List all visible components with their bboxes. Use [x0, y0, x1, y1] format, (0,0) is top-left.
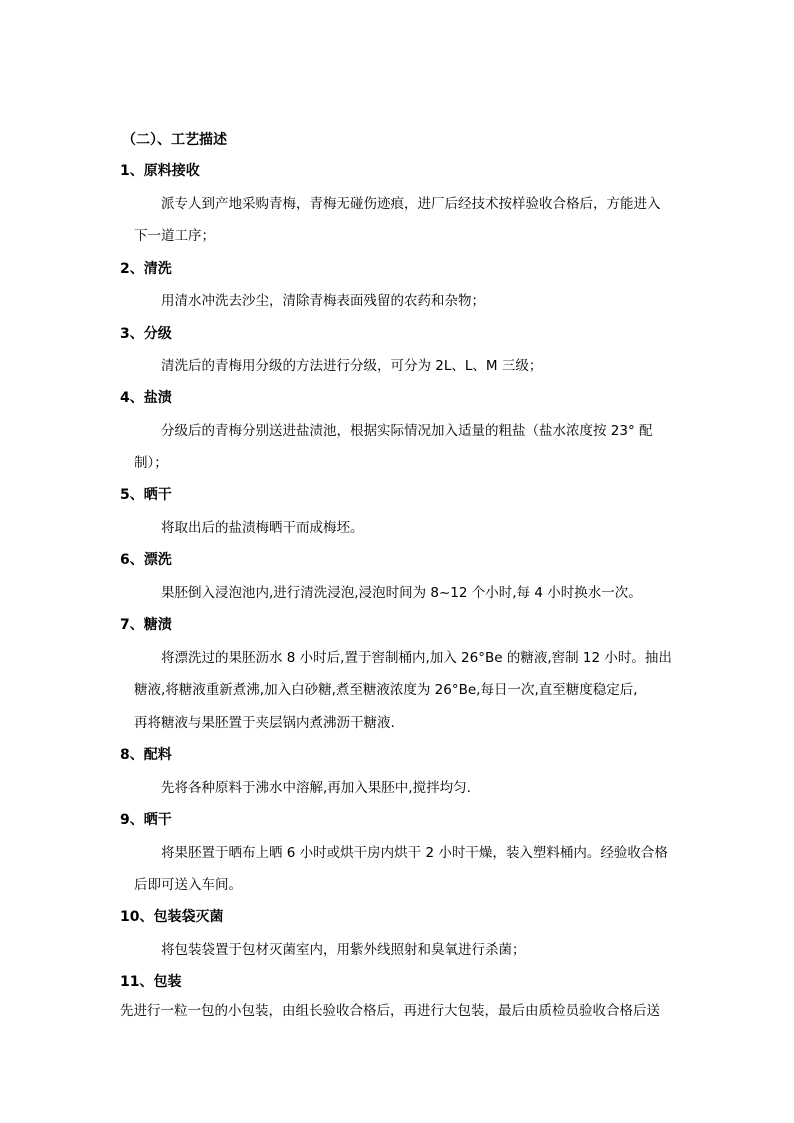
step-text: 下一道工序； — [134, 228, 215, 244]
step-heading: 2、清洗 — [120, 261, 172, 277]
step-heading: 3、分级 — [120, 326, 172, 342]
step-text: 后即可送入车间。 — [134, 877, 242, 893]
step-text: 清洗后的青梅用分级的方法进行分级，可分为 2L、L、M 三级； — [161, 358, 543, 374]
section-title: （二）、工艺描述 — [122, 132, 227, 148]
step-text: 将漂洗过的果胚沥水 8 小时后,置于窖制桶内,加入 26°Be 的糖液,窖制 12 小时。抽出 — [161, 650, 672, 666]
step-text: 分级后的青梅分别送进盐渍池，根据实际情况加入适量的粗盐（盐水浓度按 23° 配 — [161, 423, 653, 439]
step-heading: 11、包装 — [120, 974, 182, 990]
step-heading: 4、盐渍 — [120, 390, 172, 406]
step-heading: 10、包装袋灭菌 — [120, 909, 224, 925]
step-heading: 8、配料 — [120, 747, 172, 763]
step-text: 先将各种原料于沸水中溶解,再加入果胚中,搅拌均匀. — [161, 780, 471, 796]
step-heading: 9、晒干 — [120, 812, 172, 828]
step-text: 用清水冲洗去沙尘，清除青梅表面残留的农药和杂物； — [161, 293, 485, 309]
step-heading: 6、漂洗 — [120, 552, 172, 568]
step-text: 派专人到产地采购青梅，青梅无碰伤迹痕，进厂后经技术按样验收合格后，方能进入 — [161, 196, 661, 212]
step-text: 果胚倒入浸泡池内,进行清洗浸泡,浸泡时间为 8~12 个小时,每 4 小时换水一次。 — [161, 585, 642, 601]
step-text: 将取出后的盐渍梅晒干而成梅坯。 — [161, 520, 364, 536]
step-text: 糖液,将糖液重新煮沸,加入白砂糖,煮至糖液浓度为 26°Be,每日一次,直至糖度稳定后, — [134, 682, 638, 698]
step-heading: 7、糖渍 — [120, 617, 172, 633]
step-heading: 1、原料接收 — [120, 163, 200, 179]
step-text: 先进行一粒一包的小包装，由组长验收合格后，再进行大包装，最后由质检员验收合格后送 — [120, 1003, 660, 1019]
step-text: 将果胚置于晒布上晒 6 小时或烘干房内烘干 2 小时干燥，装入塑料桶内。经验收合格 — [161, 845, 668, 861]
step-text: 制）； — [134, 455, 168, 471]
step-text: 再将糖液与果胚置于夹层锅内煮沸沥干糖液. — [134, 715, 395, 731]
step-heading: 5、晒干 — [120, 487, 172, 503]
step-text: 将包装袋置于包材灭菌室内，用紫外线照射和臭氧进行杀菌； — [161, 942, 526, 958]
